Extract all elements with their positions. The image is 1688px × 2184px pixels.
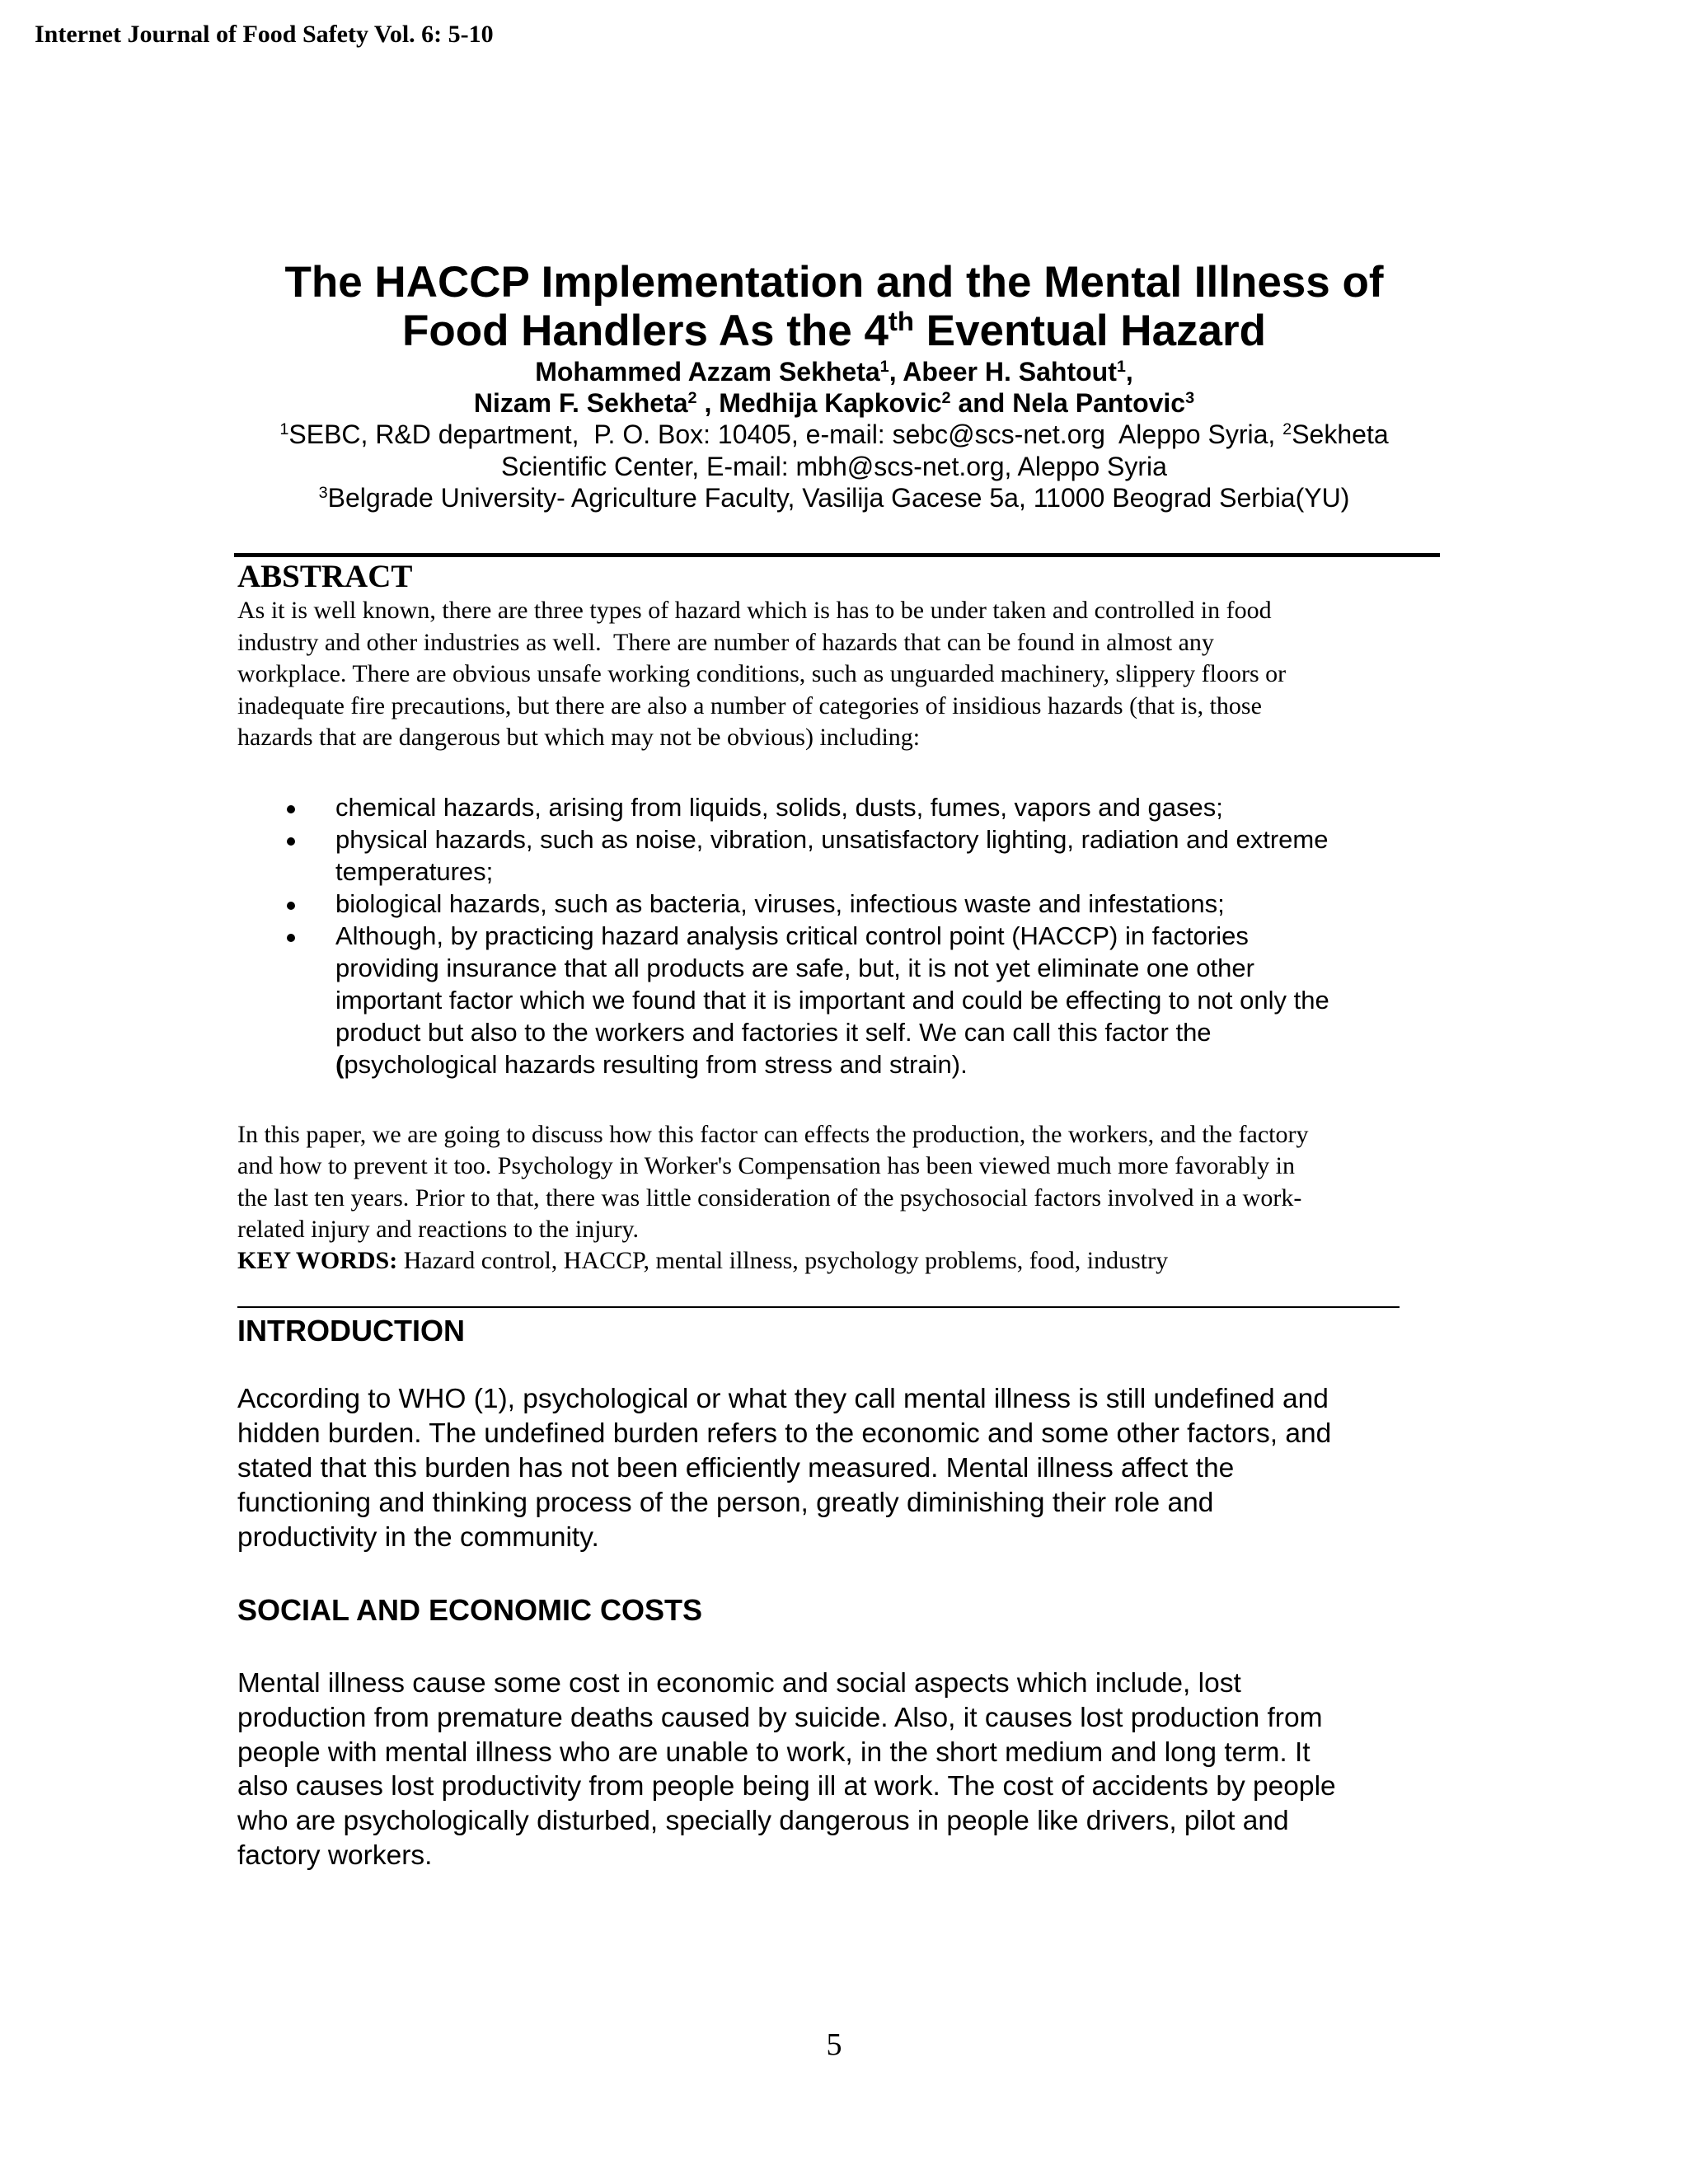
abstract-line: inadequate fire precautions, but there are also a number of categories of insidious hazards (that is, those xyxy=(237,691,1262,719)
bullet-paren: ( xyxy=(335,1050,345,1079)
bullet-item xyxy=(0,920,1688,1080)
abstract-line: industry and other industries as well. There are number of hazards that can be found in almost any xyxy=(237,628,1214,656)
bullet-line: Although, by practicing hazard analysis critical control point (HACCP) in factories xyxy=(335,921,1249,950)
paper-title xyxy=(92,258,1576,355)
abstract-line: As it is well known, there are three types of hazard which is has to be under taken and controlled in food xyxy=(237,597,1272,624)
affiliation-text: Sekheta xyxy=(1292,419,1389,449)
bullet-line xyxy=(335,1048,1688,1080)
author-name: Nela Pantovic xyxy=(1012,387,1186,418)
keywords-line xyxy=(237,1245,1309,1277)
social-line: who are psychologically disturbed, specially dangerous in people like drivers, pilot and xyxy=(237,1806,1289,1837)
title-line-1: The HACCP Implementation and the Mental Illness of xyxy=(284,258,1384,307)
intro-line: productivity in the community. xyxy=(237,1522,599,1553)
page-number: 5 xyxy=(826,2027,842,2062)
affiliation-mark: 2 xyxy=(1282,420,1292,439)
bullet-line: temperatures; xyxy=(335,857,494,886)
affiliation-text: Belgrade University- Agriculture Faculty, Vasilija Gacese 5a, 11000 Beograd Serbia(YU) xyxy=(327,483,1350,513)
abstract-line: workplace. There are obvious unsafe working conditions, such as unguarded machinery, slippery floors or xyxy=(237,660,1287,687)
intro-line: stated that this burden has not been efficiently measured. Mental illness affect the xyxy=(237,1453,1235,1483)
hazard-bullet-list xyxy=(0,791,1688,1080)
keywords-label: KEY WORDS: xyxy=(237,1247,398,1275)
running-header: Internet Journal of Food Safety Vol. 6: 5-10 xyxy=(35,21,494,48)
abstract-heading: ABSTRACT xyxy=(237,559,413,594)
intro-line: functioning and thinking process of the person, greatly diminishing their role and xyxy=(237,1488,1214,1518)
author-separator: , xyxy=(1125,357,1133,387)
affiliation-text: SEBC, R&D department, P. O. Box: 10405, e-mail: sebc@scs-net.org Aleppo Syria, xyxy=(288,419,1283,449)
bullet-item xyxy=(0,823,1688,888)
keywords-text: Hazard control, HACCP, mental illness, psychology problems, food, industry xyxy=(403,1247,1169,1275)
bullet-line: product but also to the workers and factories it self. We can call this factor the xyxy=(335,1018,1212,1047)
author-name: Mohammed Azzam Sekheta xyxy=(535,357,880,387)
author-list xyxy=(92,357,1576,419)
title-superscript: th xyxy=(888,305,914,336)
affiliation-line: Scientific Center, E-mail: mbh@scs-net.org, Aleppo Syria xyxy=(501,451,1167,481)
title-divider xyxy=(234,553,1440,557)
bullet-text: psychological hazards resulting from stress and strain). xyxy=(344,1050,968,1079)
author-separator: , xyxy=(696,387,720,418)
social-economic-costs-paragraph xyxy=(237,1666,1336,1873)
affiliation-mark: 2 xyxy=(941,388,951,407)
bullet-dot-icon xyxy=(287,837,295,846)
section-divider xyxy=(237,1306,1400,1308)
body-line: and how to prevent it too. Psychology in Worker's Compensation has been viewed much more favorably in xyxy=(237,1152,1296,1180)
author-name: Abeer H. Sahtout xyxy=(903,357,1117,387)
affiliation-line xyxy=(92,482,1576,514)
author-name: Medhija Kapkovic xyxy=(719,387,942,418)
body-line: the last ten years. Prior to that, there was little consideration of the psychosocial factors involved in a work- xyxy=(237,1183,1302,1212)
author-line xyxy=(92,357,1576,388)
section-heading-social-economic-costs: SOCIAL AND ECONOMIC COSTS xyxy=(237,1593,703,1627)
author-separator: , xyxy=(889,357,903,387)
section-heading-introduction: INTRODUCTION xyxy=(237,1314,465,1347)
intro-line: hidden burden. The undefined burden refers to the economic and some other factors, and xyxy=(237,1418,1332,1449)
affiliation-mark: 2 xyxy=(687,388,697,407)
title-line-2 xyxy=(92,307,1576,355)
social-line: production from premature deaths caused by suicide. Also, it causes lost production from xyxy=(237,1702,1323,1733)
bullet-dot-icon xyxy=(287,805,295,813)
author-separator: and xyxy=(950,387,1013,418)
abstract-paragraph xyxy=(237,595,1286,754)
author-line xyxy=(92,388,1576,419)
bullet-line: physical hazards, such as noise, vibration, unsatisfactory lighting, radiation and extreme xyxy=(335,825,1329,854)
affiliation-mark: 1 xyxy=(879,358,889,377)
body-line: In this paper, we are going to discuss how this factor can effects the production, the workers, and the factory xyxy=(237,1121,1309,1148)
affiliation-mark: 1 xyxy=(1116,358,1126,377)
body-line: related injury and reactions to the injury. xyxy=(237,1215,640,1243)
affiliation-list xyxy=(92,419,1576,514)
author-name: Nizam F. Sekheta xyxy=(473,387,688,418)
title-text: Eventual Hazard xyxy=(913,307,1267,355)
intro-line: According to WHO (1), psychological or what they call mental illness is still undefined and xyxy=(237,1384,1329,1414)
bullet-item xyxy=(0,888,1688,920)
introduction-paragraph xyxy=(237,1382,1331,1555)
social-line: also causes lost productivity from people being ill at work. The cost of accidents by people xyxy=(237,1771,1336,1802)
bullet-dot-icon xyxy=(287,934,295,942)
bullet-line: providing insurance that all products are safe, but, it is not yet eliminate one other xyxy=(335,954,1254,982)
affiliation-mark: 3 xyxy=(1185,388,1195,407)
social-line: factory workers. xyxy=(237,1840,433,1871)
abstract-line: hazards that are dangerous but which may not be obvious) including: xyxy=(237,724,921,751)
affiliation-mark: 1 xyxy=(279,420,289,439)
abstract-body-paragraph xyxy=(237,1119,1309,1277)
bullet-item xyxy=(0,791,1688,823)
bullet-line: chemical hazards, arising from liquids, solids, dusts, fumes, vapors and gases; xyxy=(335,793,1223,822)
title-text: Food Handlers As the 4 xyxy=(401,307,889,355)
affiliation-mark: 3 xyxy=(318,484,328,503)
bullet-dot-icon xyxy=(287,902,295,910)
bullet-line: biological hazards, such as bacteria, viruses, infectious waste and infestations; xyxy=(335,889,1225,918)
bullet-line: important factor which we found that it is important and could be effecting to not only the xyxy=(335,986,1329,1015)
social-line: people with mental illness who are unable to work, in the short medium and long term. It xyxy=(237,1736,1311,1768)
social-line: Mental illness cause some cost in economic and social aspects which include, lost xyxy=(237,1668,1241,1699)
affiliation-line xyxy=(92,419,1576,451)
